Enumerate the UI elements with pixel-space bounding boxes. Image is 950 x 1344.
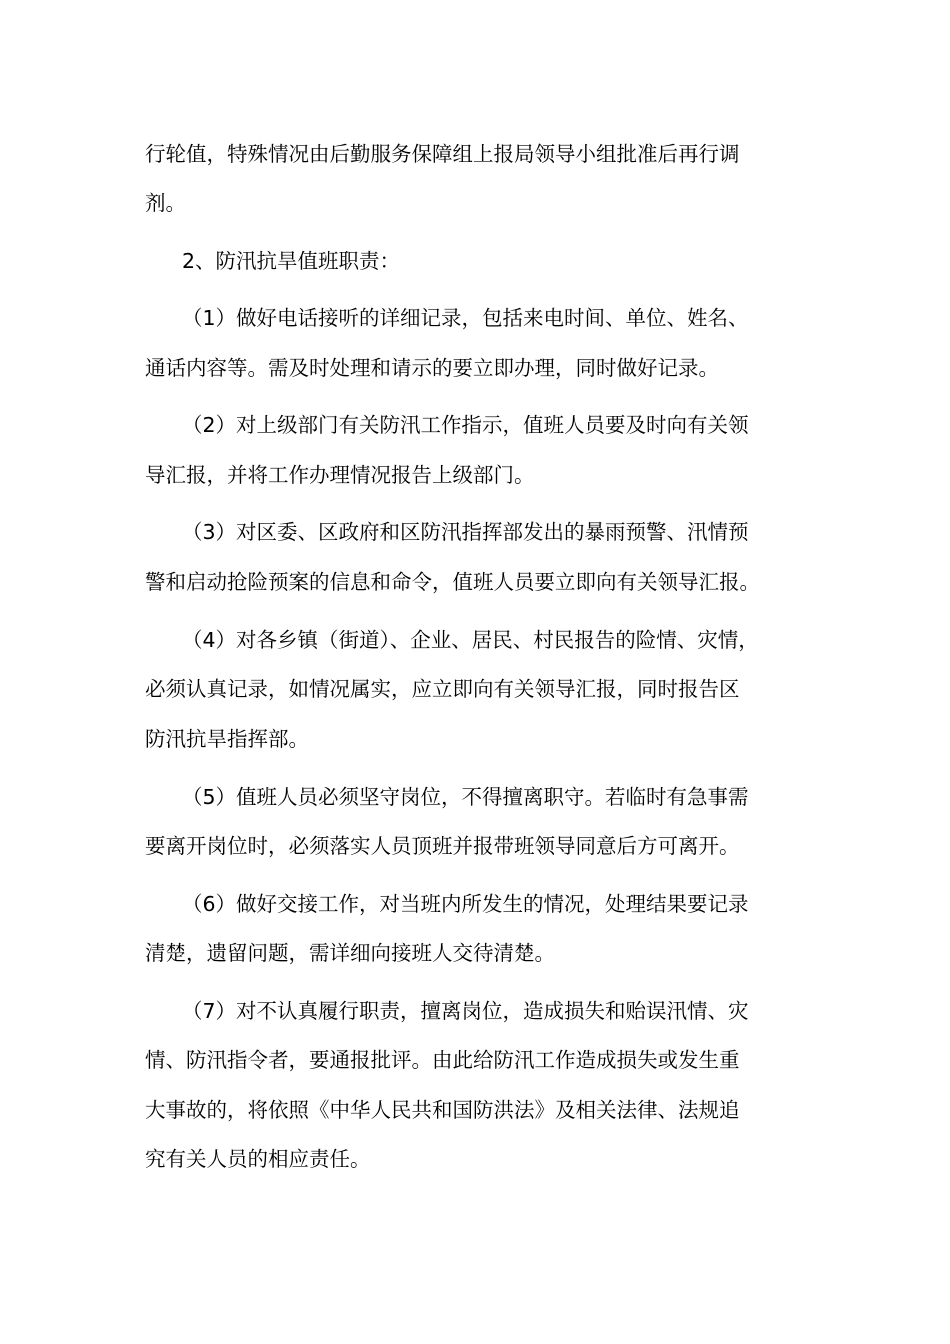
duty-item-first-line: （2）对上级部门有关防汛工作指示，值班人员要及时向有关领	[182, 413, 749, 437]
duty-item-line: 防汛抗旱指挥部。	[145, 727, 309, 751]
duty-item-line: 通话内容等。需及时处理和请示的要立即办理，同时做好记录。	[145, 356, 719, 380]
duty-item-line: 警和启动抢险预案的信息和命令，值班人员要立即向有关领导汇报。	[145, 570, 760, 594]
duty-item-line: 要离开岗位时，必须落实人员顶班并报带班领导同意后方可离开。	[145, 834, 740, 858]
duty-item-first-line: （1）做好电话接听的详细记录，包括来电时间、单位、姓名、	[182, 306, 749, 330]
duty-item-line: 情、防汛指令者，要通报批评。由此给防汛工作造成损失或发生重	[145, 1048, 740, 1072]
duty-item-line: 导汇报，并将工作办理情况报告上级部门。	[145, 463, 535, 487]
duty-item-first-line: （6）做好交接工作，对当班内所发生的情况，处理结果要记录	[182, 892, 749, 916]
duty-item-line: 究有关人员的相应责任。	[145, 1147, 371, 1171]
duty-item-line: 清楚，遗留问题，需详细向接班人交待清楚。	[145, 941, 555, 965]
paragraph-line: 剂。	[145, 191, 186, 215]
section-heading: 2、防汛抗旱值班职责：	[182, 249, 401, 273]
duty-item-line: 大事故的，将依照《中华人民共和国防洪法》及相关法律、法规追	[145, 1098, 740, 1122]
duty-item-first-line: （5）值班人员必须坚守岗位，不得擅离职守。若临时有急事需	[182, 785, 749, 809]
duty-item-line: 必须认真记录，如情况属实，应立即向有关领导汇报，同时报告区	[145, 677, 740, 701]
duty-item-first-line: （3）对区委、区政府和区防汛指挥部发出的暴雨预警、汛情预	[182, 520, 749, 544]
duty-item-first-line: （7）对不认真履行职责，擅离岗位，造成损失和贻误汛情、灾	[182, 999, 749, 1023]
duty-item-first-line: （4）对各乡镇（街道）、企业、居民、村民报告的险情、灾情，	[182, 628, 759, 652]
paragraph-line: 行轮值，特殊情况由后勤服务保障组上报局领导小组批准后再行调	[145, 142, 740, 166]
